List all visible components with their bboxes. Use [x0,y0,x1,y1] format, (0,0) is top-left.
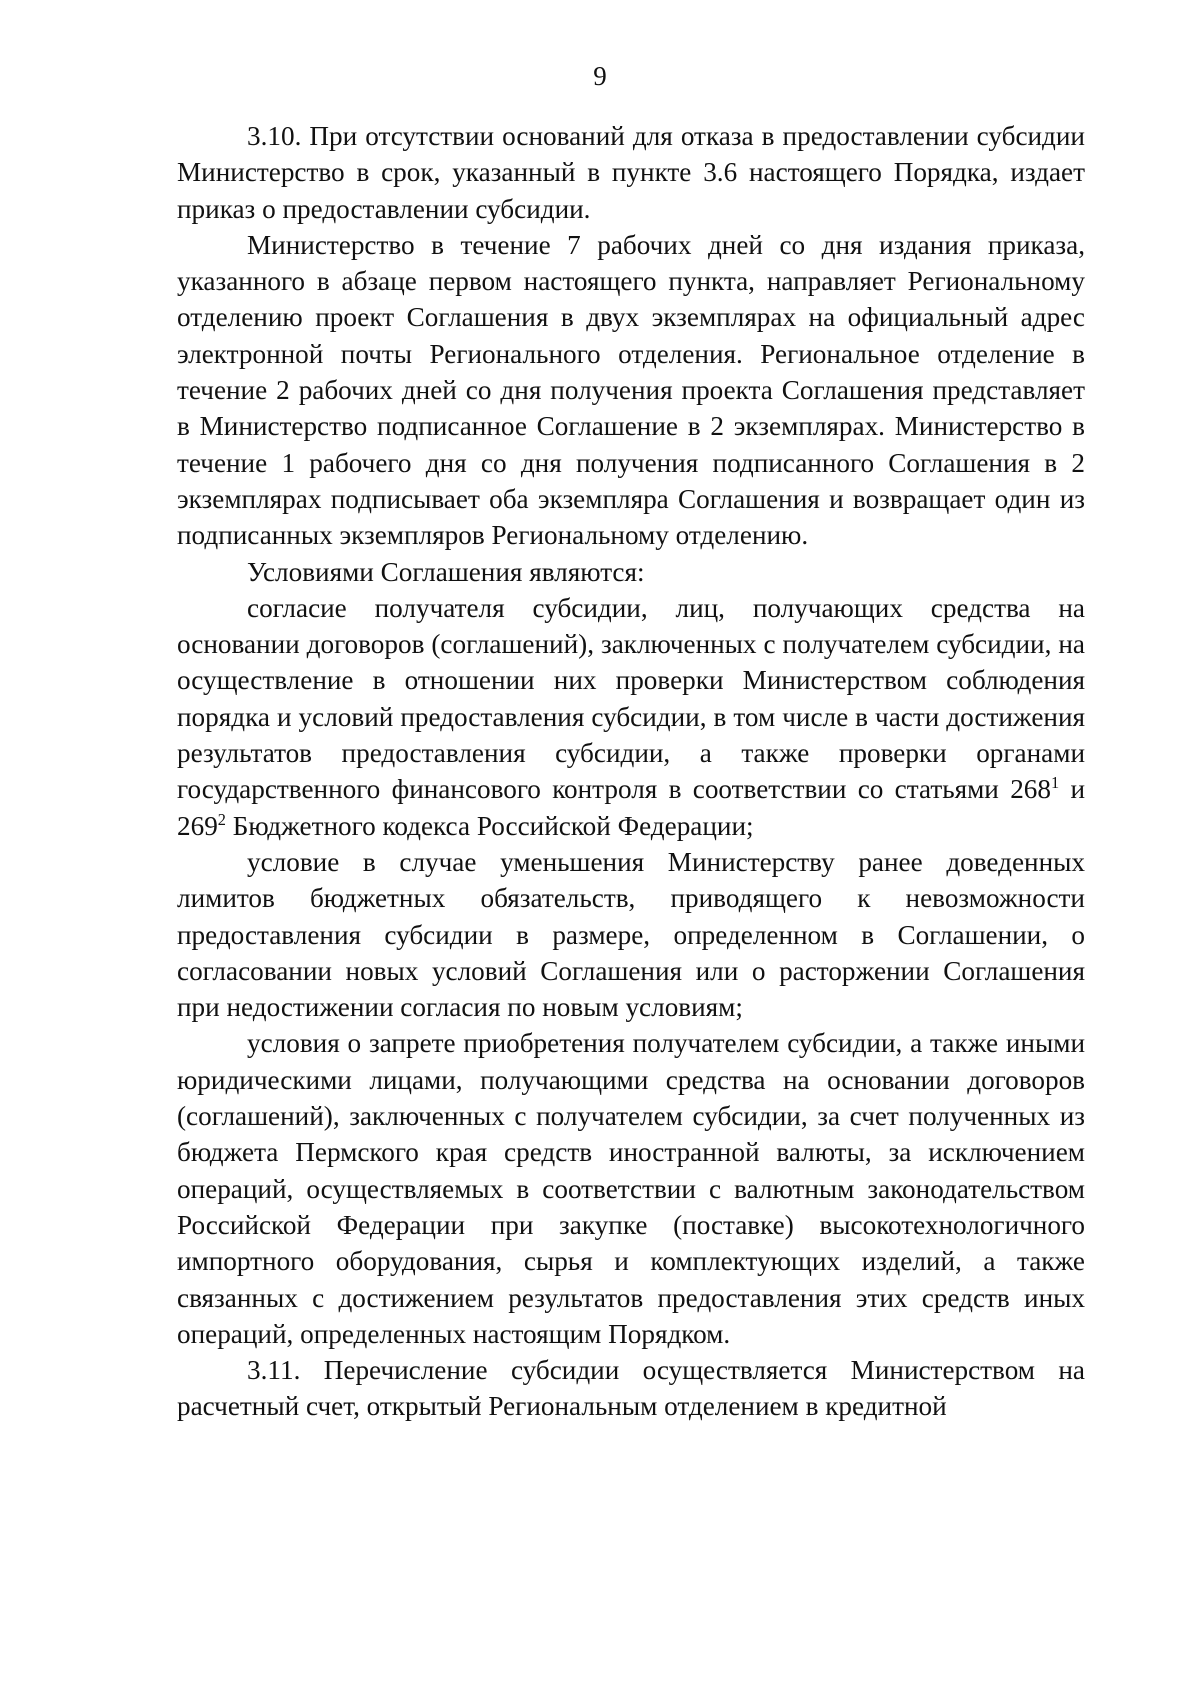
article-269-superscript: 2 [217,809,226,829]
consent-text-start: согласие получателя субсидии, лиц, получающих средства на основании договоров (соглашений), заключенных с получателем субсидии, на осуществление в отношении них проверки Министерством соблюдения порядка и условий предоставления субсидии, в том числе в части достижения результатов предоставления субсидии, а также проверки органами государственного финансового контроля в соответствии со статьями [177,592,1085,805]
paragraph-currency-prohibition: условия о запрете приобретения получателем субсидии, а также иными юридическими лицами, получающими средства на основании договоров (соглашений), заключенных с получателем субсидии, за счет полученных из бюджета Пермского края средств иностранной валюты, за исключением операций, осуществляемых в соответствии с валютным законодательством Российской Федерации при закупке (поставке) высокотехнологичного импортного оборудования, сырья и комплектующих изделий, а также связанных с достижением результатов предоставления этих средств иных операций, определенных настоящим Порядком. [177,1028,1085,1349]
article-conjunction: и [1059,774,1085,805]
article-268-number: 268 [1010,774,1051,805]
paragraph-consent-condition [177,590,1085,844]
article-269-number: 269 [177,810,218,841]
consent-text-end: Бюджетного кодекса Российской Федерации; [225,810,754,841]
article-268-superscript: 1 [1050,773,1060,793]
paragraph-budget-limits-condition: условие в случае уменьшения Министерству ранее доведенных лимитов бюджетных обязательств, приводящего к невозможности предоставления субсидии в размере, определенном в Соглашении, о согласовании новых условий Соглашения или о расторжении Соглашения при недостижении согласия по новым условиям; [177,846,1085,1023]
page-number: 9 [593,61,607,91]
paragraph-agreement-procedure: Министерство в течение 7 рабочих дней со дня издания приказа, указанного в абзаце первом настоящего пункта, направляет Региональному отделению проект Соглашения в двух экземплярах на официальный адрес электронной почты Регионального отделения. Региональное отделение в течение 2 рабочих дней со дня получения проекта Соглашения представляет в Министерство подписанное Соглашение в 2 экземплярах. Министерство в течение 1 рабочего дня со дня получения подписанного Соглашения в 2 экземплярах подписывает оба экземпляра Соглашения и возвращает один из подписанных экземпляров Региональному отделению. [177,229,1085,551]
paragraph-3-11: 3.11. Перечисление субсидии осуществляется Министерством на расчетный счет, открытый Региональным отделением в кредитной [177,1355,1085,1422]
paragraph-agreement-conditions-heading: Условиями Соглашения являются: [247,556,645,587]
paragraph-3-10: 3.10. При отсутствии оснований для отказа в предоставлении субсидии Министерство в срок, указанный в пункте 3.6 настоящего Порядка, издает приказ о предоставлении субсидии. [177,121,1085,224]
document-body [177,118,1085,1425]
